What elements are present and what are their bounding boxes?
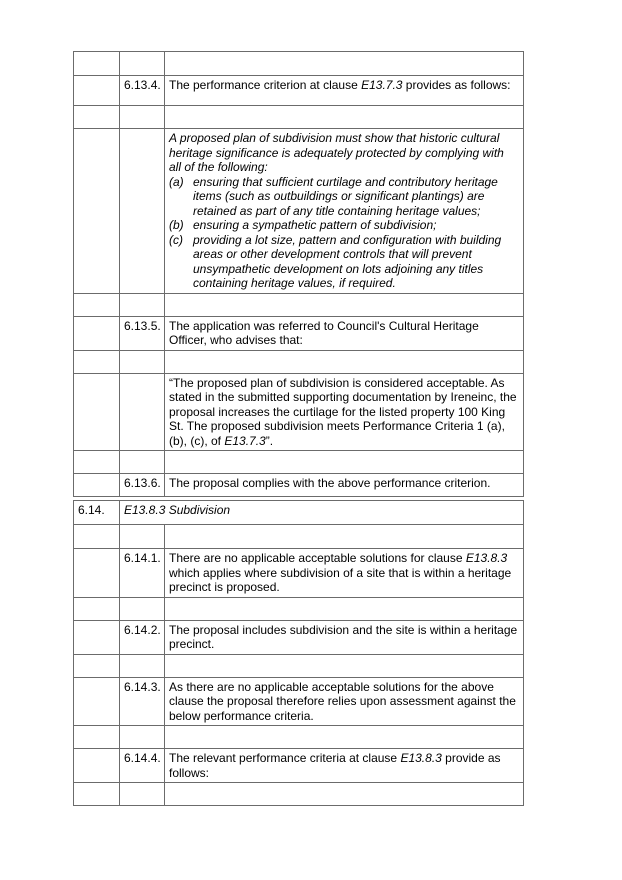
table-row-6-14-4 — [74, 749, 524, 783]
spacer-row — [74, 293, 524, 316]
clause-number: 6.14.4. — [120, 749, 165, 783]
clause-number: 6.14.3. — [120, 677, 165, 726]
section-title: E13.8.3 Subdivision — [120, 501, 524, 525]
clause-reference: E13.8.3 — [400, 751, 442, 765]
clause-text: There are no applicable acceptable solutions for clause E13.8.3 which applies where subdivision of a site that is within a heritage precinct is proposed. — [165, 549, 524, 598]
table-row-6-14-2 — [74, 620, 524, 654]
quote-intro: A proposed plan of subdivision must show that historic cultural heritage significance is adequately protected by complying with all of the following: — [169, 131, 504, 174]
heritage-officer-quote: “The proposed plan of subdivision is considered acceptable. As stated in the submitted supporting documentation by Ireneinc, the proposal increases the curtilage for the listed property 100 King St. The proposed subdivision meets Performance Criteria 1 (a), (b), (c), of E13.7.3”. — [165, 373, 524, 451]
spacer-row — [74, 350, 524, 373]
table-row-quote-performance-criterion — [74, 129, 524, 294]
clause-number: 6.14.2. — [120, 620, 165, 654]
spacer-row — [74, 783, 524, 806]
clause-text: The application was referred to Council's Cultural Heritage Officer, who advises that: — [165, 316, 524, 350]
assessment-table-6-13 — [73, 51, 524, 497]
table-row-6-13-4 — [74, 76, 524, 106]
table-row-6-13-5 — [74, 316, 524, 350]
spacer-row — [74, 525, 524, 549]
clause-number: 6.14.1. — [120, 549, 165, 598]
table-row-6-14-1 — [74, 549, 524, 598]
spacer-row — [74, 451, 524, 474]
clause-reference: E13.8.3 — [465, 551, 508, 565]
clause-text: The proposal complies with the above performance criterion. — [165, 474, 524, 497]
assessment-table-6-14 — [73, 500, 524, 806]
table-row-6-14-3 — [74, 677, 524, 726]
clause-number: 6.13.6. — [120, 474, 165, 497]
list-item: (a) ensuring that sufficient curtilage and contributory heritage items (such as outbuildings or significant plantings) are retained as part of any title containing heritage values; — [169, 174, 498, 218]
spacer-row — [74, 726, 524, 749]
clause-text: The proposal includes subdivision and the site is within a heritage precinct. — [165, 620, 524, 654]
table-row-heritage-officer-quote — [74, 373, 524, 451]
table-row-6-13-6 — [74, 474, 524, 497]
clause-text: The performance criterion at clause E13.7.3 provides as follows: — [165, 76, 524, 106]
list-item: (b) ensuring a sympathetic pattern of subdivision; — [169, 218, 437, 232]
clause-text: The relevant performance criteria at clause E13.8.3 provide as follows: — [165, 749, 524, 783]
section-header-row — [74, 501, 524, 525]
section-number: 6.14. — [74, 501, 120, 525]
list-item: (c) providing a lot size, pattern and configuration with building areas or other development controls that will prevent unsympathetic development on lots adjoining any titles containing heritage values, if required. — [169, 232, 502, 290]
spacer-row — [74, 654, 524, 677]
quoted-performance-criterion — [165, 129, 524, 294]
spacer-row — [74, 52, 524, 76]
clause-reference: E13.7.3 — [224, 433, 266, 448]
spacer-row — [74, 106, 524, 129]
clause-text: As there are no applicable acceptable solutions for the above clause the proposal therefore relies upon assessment against the below performance criteria. — [165, 677, 524, 726]
clause-number: 6.13.4. — [120, 76, 165, 106]
clause-number: 6.13.5. — [120, 316, 165, 350]
spacer-row — [74, 597, 524, 620]
clause-reference: E13.7.3 — [361, 78, 403, 92]
